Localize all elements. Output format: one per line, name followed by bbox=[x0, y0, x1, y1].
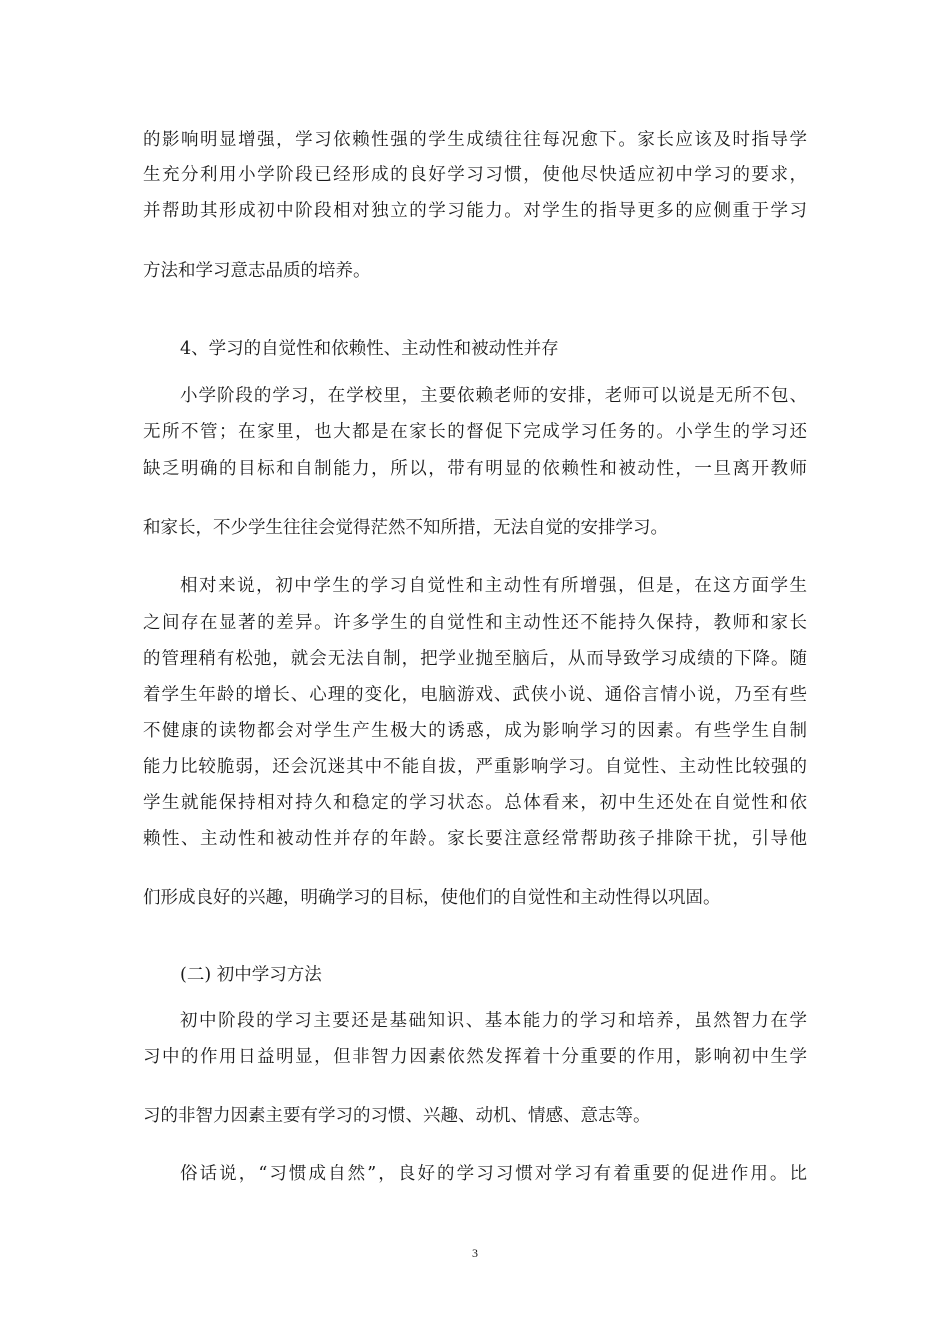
page-number: 3 bbox=[472, 1246, 478, 1260]
text-line: 的管理稍有松弛，就会无法自制，把学业抛至脑后，从而导致学习成绩的下降。随 bbox=[143, 649, 807, 669]
text-line: 不健康的读物都会对学生产生极大的诱惑，成为影响学习的因素。有些学生自制 bbox=[143, 721, 807, 741]
text-line: 并帮助其形成初中阶段相对独立的学习能力。对学生的指导更多的应侧重于学习 bbox=[143, 201, 807, 221]
text-line: 和家长，不少学生往往会觉得茫然不知所措，无法自觉的安排学习。 bbox=[143, 518, 668, 538]
text-line: 缺乏明确的目标和自制能力，所以，带有明显的依赖性和被动性，一旦离开教师 bbox=[143, 459, 807, 479]
text-line: 学生就能保持相对持久和稳定的学习状态。总体看来，初中生还处在自觉性和依 bbox=[143, 793, 807, 813]
text-line: 赖性、主动性和被动性并存的年龄。家长要注意经常帮助孩子排除干扰，引导他 bbox=[143, 829, 807, 849]
text-line: 无所不管；在家里，也大都是在家长的督促下完成学习任务的。小学生的学习还 bbox=[143, 422, 807, 442]
text-line: 之间存在显著的差异。许多学生的自觉性和主动性还不能持久保持，教师和家长 bbox=[143, 613, 807, 633]
section-heading: (二) 初中学习方法 bbox=[180, 965, 322, 985]
text-line: 们形成良好的兴趣，明确学习的目标，使他们的自觉性和主动性得以巩固。 bbox=[143, 888, 721, 908]
section-heading: 4、学习的自觉性和依赖性、主动性和被动性并存 bbox=[180, 339, 559, 359]
text-line: 习中的作用日益明显，但非智力因素依然发挥着十分重要的作用，影响初中生学 bbox=[143, 1047, 807, 1067]
text-line: 着学生年龄的增长、心理的变化，电脑游戏、武侠小说、通俗言情小说，乃至有些 bbox=[143, 685, 807, 705]
text-line: 小学阶段的学习，在学校里，主要依赖老师的安排，老师可以说是无所不包、 bbox=[180, 386, 807, 406]
text-line: 能力比较脆弱，还会沉迷其中不能自拔，严重影响学习。自觉性、主动性比较强的 bbox=[143, 757, 807, 777]
text-line: 的影响明显增强，学习依赖性强的学生成绩往往每况愈下。家长应该及时指导学 bbox=[143, 130, 807, 150]
text-line: 习的非智力因素主要有学习的习惯、兴趣、动机、情感、意志等。 bbox=[143, 1106, 651, 1126]
text-line: 相对来说，初中学生的学习自觉性和主动性有所增强，但是，在这方面学生 bbox=[180, 576, 807, 596]
text-line: 俗话说，“习惯成自然”，良好的学习习惯对学习有着重要的促进作用。比 bbox=[180, 1164, 807, 1184]
text-line: 方法和学习意志品质的培养。 bbox=[143, 261, 371, 281]
text-line: 生充分利用小学阶段已经形成的良好学习习惯，使他尽快适应初中学习的要求， bbox=[143, 165, 807, 185]
text-line: 初中阶段的学习主要还是基础知识、基本能力的学习和培养，虽然智力在学 bbox=[180, 1011, 807, 1031]
